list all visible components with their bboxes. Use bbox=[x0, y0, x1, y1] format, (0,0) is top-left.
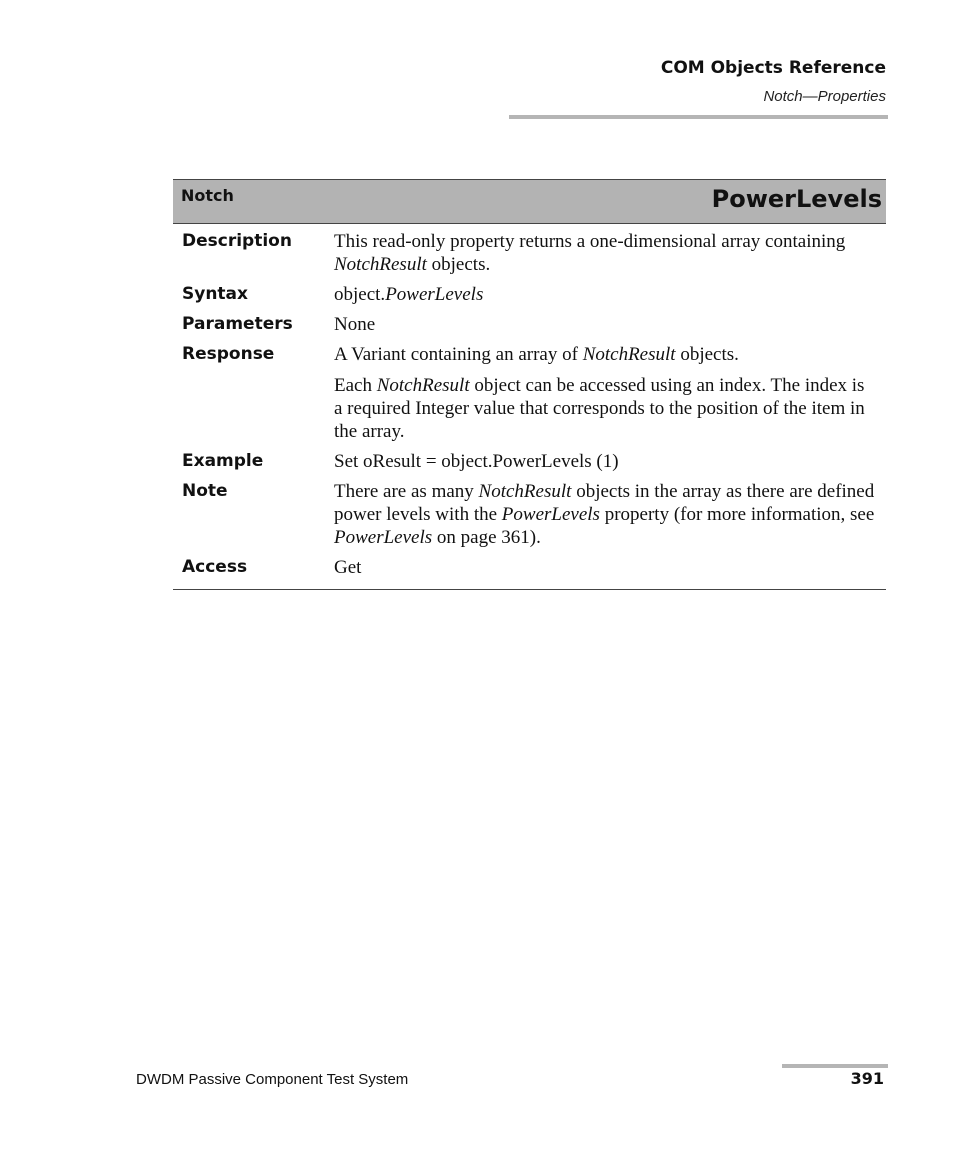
text-run: A Variant containing an array of bbox=[334, 344, 583, 365]
text-run: None bbox=[334, 314, 376, 335]
text-run: objects. bbox=[426, 254, 491, 275]
row-content bbox=[334, 230, 886, 276]
text-run: Get bbox=[334, 557, 362, 578]
text-run: objects in the array as there are defined power levels with the bbox=[334, 481, 875, 525]
text-run: There are as many bbox=[334, 481, 479, 502]
text-run: objects. bbox=[675, 344, 739, 365]
italic-term: NotchResult bbox=[582, 344, 676, 365]
italic-term: PowerLevels bbox=[334, 527, 433, 548]
row-paragraph bbox=[334, 374, 876, 443]
table-row bbox=[173, 450, 886, 473]
row-paragraph bbox=[334, 283, 876, 306]
row-label: Response bbox=[182, 344, 275, 364]
property-name: PowerLevels bbox=[711, 185, 882, 213]
text-run: object. bbox=[334, 284, 386, 305]
italic-term: NotchResult bbox=[334, 254, 427, 275]
table-header bbox=[173, 179, 886, 224]
footer-divider bbox=[782, 1064, 888, 1068]
row-label: Note bbox=[182, 481, 228, 501]
table-row bbox=[173, 480, 886, 549]
text-run: on page 361). bbox=[432, 527, 541, 548]
text-run: Set oResult = object.PowerLevels (1) bbox=[334, 451, 619, 472]
text-run: property (for more information, see bbox=[599, 504, 875, 525]
row-paragraph bbox=[334, 313, 876, 336]
text-run: Each bbox=[334, 375, 377, 396]
row-content bbox=[334, 283, 886, 306]
text-run: object can be accessed using an index. The index is a required Integer value that corresponds to the position of the item in the array. bbox=[334, 375, 865, 442]
italic-term: PowerLevels bbox=[385, 284, 484, 305]
row-label: Access bbox=[182, 557, 248, 577]
footer-doc-title: DWDM Passive Component Test System bbox=[136, 1071, 409, 1088]
object-name: Notch bbox=[181, 186, 234, 205]
row-paragraph bbox=[334, 556, 876, 579]
row-paragraph bbox=[334, 343, 876, 366]
row-content bbox=[334, 556, 886, 579]
row-content bbox=[334, 480, 886, 549]
row-label: Parameters bbox=[182, 314, 293, 334]
row-paragraph bbox=[334, 480, 876, 549]
table-row bbox=[173, 343, 886, 443]
table-row bbox=[173, 556, 886, 579]
italic-term: NotchResult bbox=[376, 375, 470, 396]
row-content bbox=[334, 450, 886, 473]
row-paragraph bbox=[334, 230, 876, 276]
table-row bbox=[173, 283, 886, 306]
header-divider bbox=[509, 115, 888, 119]
table-body bbox=[173, 224, 886, 590]
italic-term: PowerLevels bbox=[501, 504, 600, 525]
running-header-subtitle: Notch—Properties bbox=[763, 88, 886, 105]
row-label: Description bbox=[182, 231, 292, 251]
row-content bbox=[334, 313, 886, 336]
row-paragraph bbox=[334, 450, 876, 473]
running-header-title: COM Objects Reference bbox=[660, 58, 886, 78]
table-row bbox=[173, 313, 886, 336]
property-reference-table bbox=[173, 179, 886, 590]
row-label: Example bbox=[182, 451, 264, 471]
row-content bbox=[334, 343, 886, 443]
italic-term: NotchResult bbox=[478, 481, 572, 502]
row-label: Syntax bbox=[182, 284, 248, 304]
text-run: This read-only property returns a one-dimensional array containing bbox=[334, 231, 846, 252]
table-row bbox=[173, 230, 886, 276]
page-number: 391 bbox=[850, 1069, 884, 1088]
